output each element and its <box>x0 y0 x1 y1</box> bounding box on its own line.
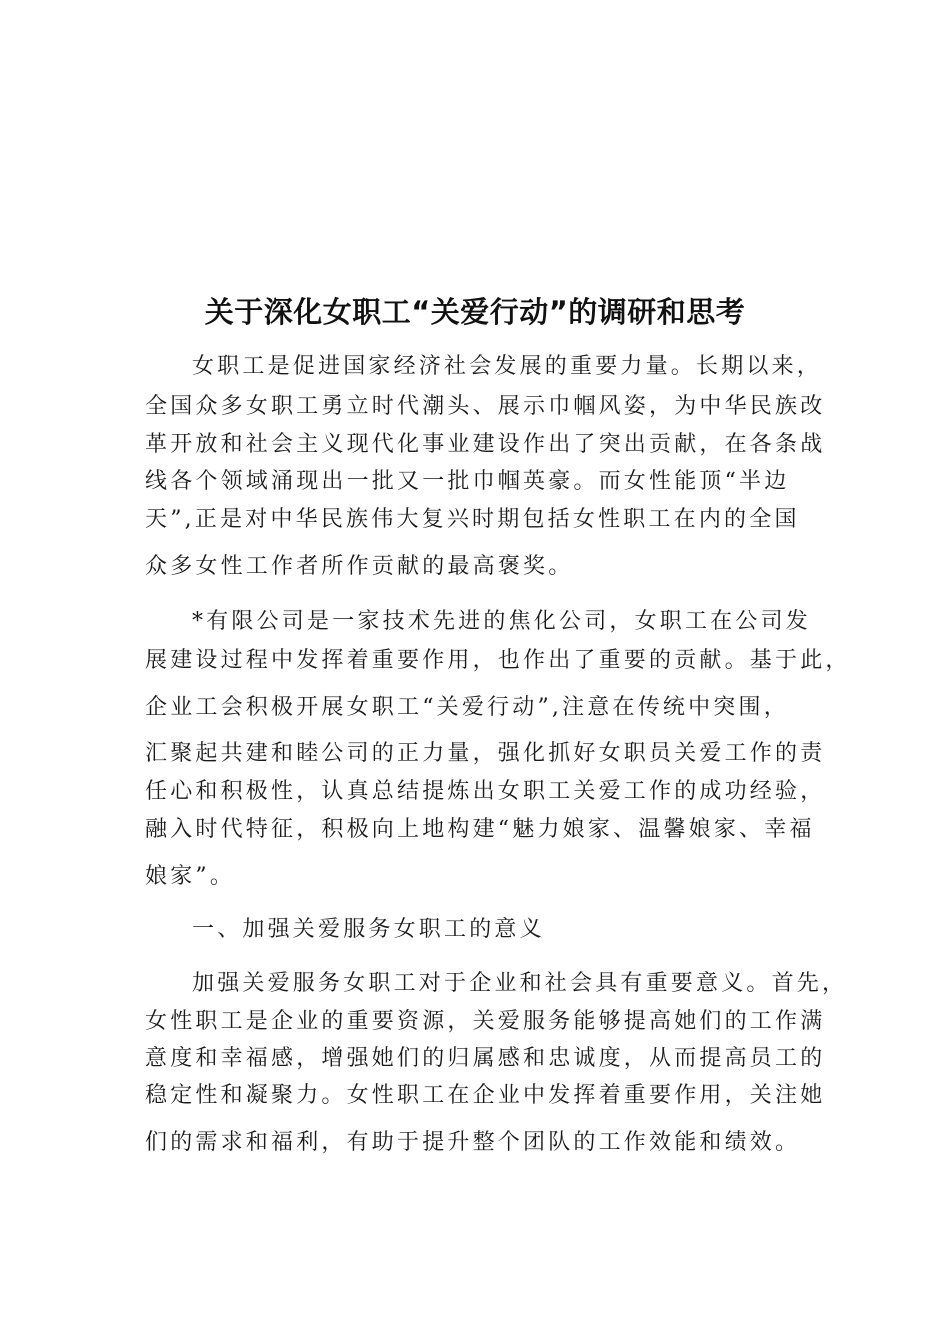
paragraph-line: 稳定性和凝聚力。女性职工在企业中发挥着重要作用，关注她 <box>145 1083 826 1108</box>
paragraph-line: *有限公司是一家技术先进的焦化公司，女职工在公司发 <box>192 609 812 634</box>
paragraph-line: 天”,正是对中华民族伟大复兴时期包括女性职工在内的全国 <box>145 507 800 532</box>
paragraph-line: 全国众多女职工勇立时代潮头、展示巾帼风姿，为中华民族改 <box>145 394 826 419</box>
paragraph-line: 融入时代特征，积极向上地构建“魅力娘家、温馨娘家、幸福 <box>145 817 815 842</box>
paragraph-line: 展建设过程中发挥着重要作用，也作出了重要的贡献。基于此， <box>145 648 851 673</box>
paragraph-line: 女性职工是企业的重要资源，关爱服务能够提高她们的工作满 <box>145 1009 826 1034</box>
paragraph-line: 娘家”。 <box>145 864 236 889</box>
paragraph-line: 企业工会积极开展女职工“关爱行动”,注意在传统中突围， <box>145 695 789 720</box>
section-heading: 一、加强关爱服务女职工的意义 <box>192 917 545 942</box>
paragraph-line: 汇聚起共建和睦公司的正力量，强化抓好女职员关爱工作的责 <box>145 741 826 766</box>
paragraph-line: 加强关爱服务女职工对于企业和社会具有重要意义。首先， <box>192 971 848 996</box>
paragraph-line: 众多女性工作者所作贡献的最高褒奖。 <box>145 554 574 579</box>
document-title: 关于深化女职工“关爱行动”的调研和思考 <box>204 295 746 329</box>
paragraph-line: 们的需求和福利，有助于提升整个团队的工作效能和绩效。 <box>145 1130 801 1155</box>
paragraph-line: 线各个领域涌现出一批又一批巾帼英豪。而女性能顶“半边 <box>145 469 790 494</box>
paragraph-line: 女职工是促进国家经济社会发展的重要力量。长期以来， <box>192 354 823 379</box>
paragraph-line: 革开放和社会主义现代化事业建设作出了突出贡献，在各条战 <box>145 432 826 457</box>
paragraph-line: 意度和幸福感，增强她们的归属感和忠诚度，从而提高员工的 <box>145 1046 826 1071</box>
paragraph-line: 任心和积极性，认真总结提炼出女职工关爱工作的成功经验， <box>145 779 826 804</box>
